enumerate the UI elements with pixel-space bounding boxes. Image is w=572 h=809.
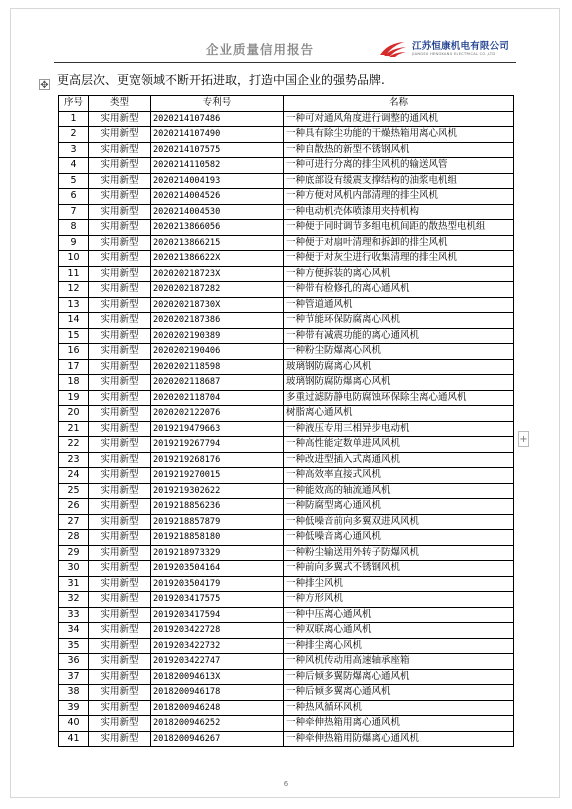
cell-index: 38 [59, 685, 89, 701]
table-row [59, 499, 514, 515]
cell-patent-number: 2020202118704 [151, 390, 284, 406]
cell-index: 22 [59, 437, 89, 453]
cell-patent-number: 2019219479663 [151, 421, 284, 437]
cell-type: 实用新型 [89, 189, 151, 205]
cell-type: 实用新型 [89, 158, 151, 174]
cell-patent-number: 2019203504179 [151, 576, 284, 592]
cell-patent-number: 2020202187282 [151, 282, 284, 298]
cell-index: 9 [59, 235, 89, 251]
cell-name: 一种管道通风机 [284, 297, 514, 313]
table-row [59, 437, 514, 453]
cell-name: 一种低噪音离心通风机 [284, 530, 514, 546]
cell-patent-number: 2020214004526 [151, 189, 284, 205]
table-row [59, 375, 514, 391]
table-row [59, 282, 514, 298]
table-row [59, 700, 514, 716]
plus-icon[interactable]: + [518, 431, 529, 447]
cell-type: 实用新型 [89, 437, 151, 453]
page-number: 6 [283, 780, 289, 788]
cell-index: 37 [59, 669, 89, 685]
cell-type: 实用新型 [89, 685, 151, 701]
cell-patent-number: 2020202118598 [151, 359, 284, 375]
cell-index: 1 [59, 111, 89, 127]
cell-index: 40 [59, 716, 89, 732]
cell-index: 15 [59, 328, 89, 344]
table-row [59, 127, 514, 143]
cell-patent-number: 2020202190389 [151, 328, 284, 344]
patent-table [58, 95, 514, 747]
cell-name: 一种后倾多翼防爆离心通风机 [284, 669, 514, 685]
cell-index: 4 [59, 158, 89, 174]
cell-patent-number: 2019203504164 [151, 561, 284, 577]
table-row [59, 328, 514, 344]
column-header-type: 类型 [89, 96, 151, 112]
cell-index: 14 [59, 313, 89, 329]
cell-type: 实用新型 [89, 344, 151, 360]
cell-type: 实用新型 [89, 731, 151, 747]
cell-name: 一种带有减震功能的离心通风机 [284, 328, 514, 344]
cell-index: 17 [59, 359, 89, 375]
cell-patent-number: 202021386622X [151, 251, 284, 267]
cell-name: 一种前向多翼式不锈钢风机 [284, 561, 514, 577]
cell-patent-number: 2020214107575 [151, 142, 284, 158]
cell-name: 玻璃钢防腐防爆离心风机 [284, 375, 514, 391]
cell-name: 一种电动机壳体喷漆用夹持机构 [284, 204, 514, 220]
cell-index: 7 [59, 204, 89, 220]
cell-patent-number: 2019219268176 [151, 452, 284, 468]
cell-index: 26 [59, 499, 89, 515]
cell-index: 23 [59, 452, 89, 468]
table-row [59, 421, 514, 437]
cell-name: 一种方便对风机内部清理的排尘风机 [284, 189, 514, 205]
cell-name: 一种热风循环风机 [284, 700, 514, 716]
cell-type: 实用新型 [89, 375, 151, 391]
cell-patent-number: 2019203422747 [151, 654, 284, 670]
table-row [59, 406, 514, 422]
table-row [59, 592, 514, 608]
table-row [59, 266, 514, 282]
cell-name: 一种便于对扇叶清理和拆卸的排尘风机 [284, 235, 514, 251]
cell-patent-number: 2020214107490 [151, 127, 284, 143]
cell-index: 35 [59, 638, 89, 654]
cell-type: 实用新型 [89, 421, 151, 437]
cell-name: 一种风机传动用高速轴承座箱 [284, 654, 514, 670]
cell-name: 一种防腐型离心通风机 [284, 499, 514, 515]
cell-name: 一种双联离心通风机 [284, 623, 514, 639]
cell-type: 实用新型 [89, 204, 151, 220]
table-row [59, 654, 514, 670]
table-row [59, 545, 514, 561]
cell-type: 实用新型 [89, 499, 151, 515]
company-logo-icon [378, 40, 408, 58]
table-row [59, 716, 514, 732]
cell-index: 3 [59, 142, 89, 158]
cell-patent-number: 2020202122076 [151, 406, 284, 422]
report-title: 企业质量信用报告 [206, 42, 315, 57]
cell-index: 36 [59, 654, 89, 670]
cell-name: 一种牵伸热箱用防爆离心通风机 [284, 731, 514, 747]
cell-type: 实用新型 [89, 700, 151, 716]
cell-type: 实用新型 [89, 266, 151, 282]
table-row [59, 561, 514, 577]
table-row [59, 173, 514, 189]
cell-type: 实用新型 [89, 483, 151, 499]
cell-type: 实用新型 [89, 607, 151, 623]
cell-name: 一种节能环保防腐离心风机 [284, 313, 514, 329]
cell-name: 一种后倾多翼离心通风机 [284, 685, 514, 701]
cell-index: 24 [59, 468, 89, 484]
cell-patent-number: 2020202118687 [151, 375, 284, 391]
table-row [59, 623, 514, 639]
cell-patent-number: 202020218730X [151, 297, 284, 313]
table-row [59, 514, 514, 530]
cell-patent-number: 202020218723X [151, 266, 284, 282]
table-row [59, 607, 514, 623]
cell-patent-number: 2019203422728 [151, 623, 284, 639]
cell-index: 19 [59, 390, 89, 406]
cell-index: 32 [59, 592, 89, 608]
table-row [59, 235, 514, 251]
column-header-name: 名称 [284, 96, 514, 112]
table-header-row [59, 96, 514, 112]
cell-name: 一种具有除尘功能的干燥热箱用离心风机 [284, 127, 514, 143]
cell-name: 一种可对通风角度进行调整的通风机 [284, 111, 514, 127]
table-row [59, 390, 514, 406]
cell-name: 玻璃钢防腐离心风机 [284, 359, 514, 375]
cell-name: 一种粉尘防爆离心风机 [284, 344, 514, 360]
table-row [59, 204, 514, 220]
cell-index: 13 [59, 297, 89, 313]
cell-type: 实用新型 [89, 142, 151, 158]
company-name-en: JIANGSU HENGKANG ELECTRICAL CO.,LTD [412, 51, 496, 56]
cell-type: 实用新型 [89, 406, 151, 422]
table-row [59, 251, 514, 267]
cell-name: 一种高性能定数单进风风机 [284, 437, 514, 453]
cell-type: 实用新型 [89, 716, 151, 732]
cell-patent-number: 2018200946252 [151, 716, 284, 732]
cell-name: 一种中压离心通风机 [284, 607, 514, 623]
cell-index: 12 [59, 282, 89, 298]
cell-type: 实用新型 [89, 561, 151, 577]
cell-name: 一种粉尘输送用外转子防爆风机 [284, 545, 514, 561]
cell-name: 一种排尘离心风机 [284, 638, 514, 654]
cell-type: 实用新型 [89, 654, 151, 670]
table-row [59, 142, 514, 158]
cell-type: 实用新型 [89, 313, 151, 329]
cell-index: 10 [59, 251, 89, 267]
cell-type: 实用新型 [89, 111, 151, 127]
cell-index: 16 [59, 344, 89, 360]
company-name: 江苏恒康机电有限公司 [412, 41, 510, 52]
table-row [59, 530, 514, 546]
cell-patent-number: 2020214004530 [151, 204, 284, 220]
table-row [59, 452, 514, 468]
cell-patent-number: 2020214110582 [151, 158, 284, 174]
cell-index: 2 [59, 127, 89, 143]
header-divider [54, 62, 516, 63]
column-header-patent-number: 专利号 [151, 96, 284, 112]
cell-patent-number: 2019203417594 [151, 607, 284, 623]
cell-type: 实用新型 [89, 576, 151, 592]
cell-name: 一种牵伸热箱用离心通风机 [284, 716, 514, 732]
cell-index: 34 [59, 623, 89, 639]
column-header-index: 序号 [59, 96, 89, 112]
cell-patent-number: 2019203417575 [151, 592, 284, 608]
table-row [59, 669, 514, 685]
cell-index: 27 [59, 514, 89, 530]
cell-patent-number: 2018200946267 [151, 731, 284, 747]
cell-index: 6 [59, 189, 89, 205]
cell-type: 实用新型 [89, 297, 151, 313]
cell-name: 一种底部设有缓震支撑结构的油浆电机组 [284, 173, 514, 189]
cell-patent-number: 2019219302622 [151, 483, 284, 499]
table-row [59, 297, 514, 313]
cell-patent-number: 2019218858180 [151, 530, 284, 546]
cell-patent-number: 2019219267794 [151, 437, 284, 453]
cell-type: 实用新型 [89, 282, 151, 298]
table-row [59, 638, 514, 654]
table-row [59, 359, 514, 375]
cell-index: 29 [59, 545, 89, 561]
cell-patent-number: 2020213866215 [151, 235, 284, 251]
table-row [59, 220, 514, 236]
company-logo [378, 40, 509, 58]
table-row [59, 313, 514, 329]
table-row [59, 483, 514, 499]
cell-name: 一种带有检修孔的离心通风机 [284, 282, 514, 298]
cell-name: 一种排尘风机 [284, 576, 514, 592]
cell-patent-number: 2019219270015 [151, 468, 284, 484]
cell-name: 一种高效率直接式风机 [284, 468, 514, 484]
cell-index: 5 [59, 173, 89, 189]
table-row [59, 685, 514, 701]
cell-index: 31 [59, 576, 89, 592]
cell-patent-number: 2020202190406 [151, 344, 284, 360]
table-row [59, 344, 514, 360]
cell-type: 实用新型 [89, 623, 151, 639]
cell-name: 一种方形风机 [284, 592, 514, 608]
cell-type: 实用新型 [89, 235, 151, 251]
cell-type: 实用新型 [89, 328, 151, 344]
cell-name: 一种便于对灰尘进行收集清理的排尘风机 [284, 251, 514, 267]
cell-type: 实用新型 [89, 220, 151, 236]
cell-type: 实用新型 [89, 638, 151, 654]
cell-patent-number: 2019203422732 [151, 638, 284, 654]
cell-patent-number: 201820094613X [151, 669, 284, 685]
cell-type: 实用新型 [89, 514, 151, 530]
cell-index: 11 [59, 266, 89, 282]
cell-index: 41 [59, 731, 89, 747]
cell-patent-number: 2020202187386 [151, 313, 284, 329]
cell-type: 实用新型 [89, 390, 151, 406]
cell-name: 树脂离心通风机 [284, 406, 514, 422]
cell-type: 实用新型 [89, 468, 151, 484]
cell-type: 实用新型 [89, 127, 151, 143]
move-icon[interactable]: ✥ [40, 80, 49, 91]
cell-type: 实用新型 [89, 359, 151, 375]
table-row [59, 111, 514, 127]
cell-patent-number: 2018200946248 [151, 700, 284, 716]
cell-type: 实用新型 [89, 592, 151, 608]
cell-patent-number: 2019218856236 [151, 499, 284, 515]
cell-name: 一种自散热的新型不锈钢风机 [284, 142, 514, 158]
cell-name: 一种方便拆装的离心风机 [284, 266, 514, 282]
cell-name: 一种可进行分离的排尘风机的输送风管 [284, 158, 514, 174]
cell-patent-number: 2020214004193 [151, 173, 284, 189]
cell-patent-number: 2020213866056 [151, 220, 284, 236]
cell-name: 一种低噪音前向多翼双进风风机 [284, 514, 514, 530]
cell-name: 一种液压专用三相异步电动机 [284, 421, 514, 437]
cell-index: 25 [59, 483, 89, 499]
cell-index: 21 [59, 421, 89, 437]
cell-name: 一种改进型插入式离通风机 [284, 452, 514, 468]
table-row [59, 576, 514, 592]
cell-index: 33 [59, 607, 89, 623]
cell-type: 实用新型 [89, 173, 151, 189]
cell-index: 39 [59, 700, 89, 716]
cell-patent-number: 2019218973329 [151, 545, 284, 561]
cell-index: 28 [59, 530, 89, 546]
company-slogan: 更高层次、更宽领域不断开拓进取，打造中国企业的强势品牌. [57, 73, 385, 87]
cell-index: 18 [59, 375, 89, 391]
cell-type: 实用新型 [89, 251, 151, 267]
cell-index: 8 [59, 220, 89, 236]
cell-name: 一种便于同时调节多组电机间距的散热型电机组 [284, 220, 514, 236]
table-row [59, 189, 514, 205]
cell-patent-number: 2020214107486 [151, 111, 284, 127]
cell-type: 实用新型 [89, 530, 151, 546]
cell-name: 多重过滤防静电防腐蚀环保除尘离心通风机 [284, 390, 514, 406]
table-row [59, 468, 514, 484]
cell-patent-number: 2018200946178 [151, 685, 284, 701]
cell-patent-number: 2019218857879 [151, 514, 284, 530]
cell-name: 一种能效高的轴流通风机 [284, 483, 514, 499]
table-row [59, 158, 514, 174]
cell-type: 实用新型 [89, 669, 151, 685]
cell-type: 实用新型 [89, 545, 151, 561]
table-row [59, 731, 514, 747]
cell-type: 实用新型 [89, 452, 151, 468]
cell-index: 30 [59, 561, 89, 577]
cell-index: 20 [59, 406, 89, 422]
